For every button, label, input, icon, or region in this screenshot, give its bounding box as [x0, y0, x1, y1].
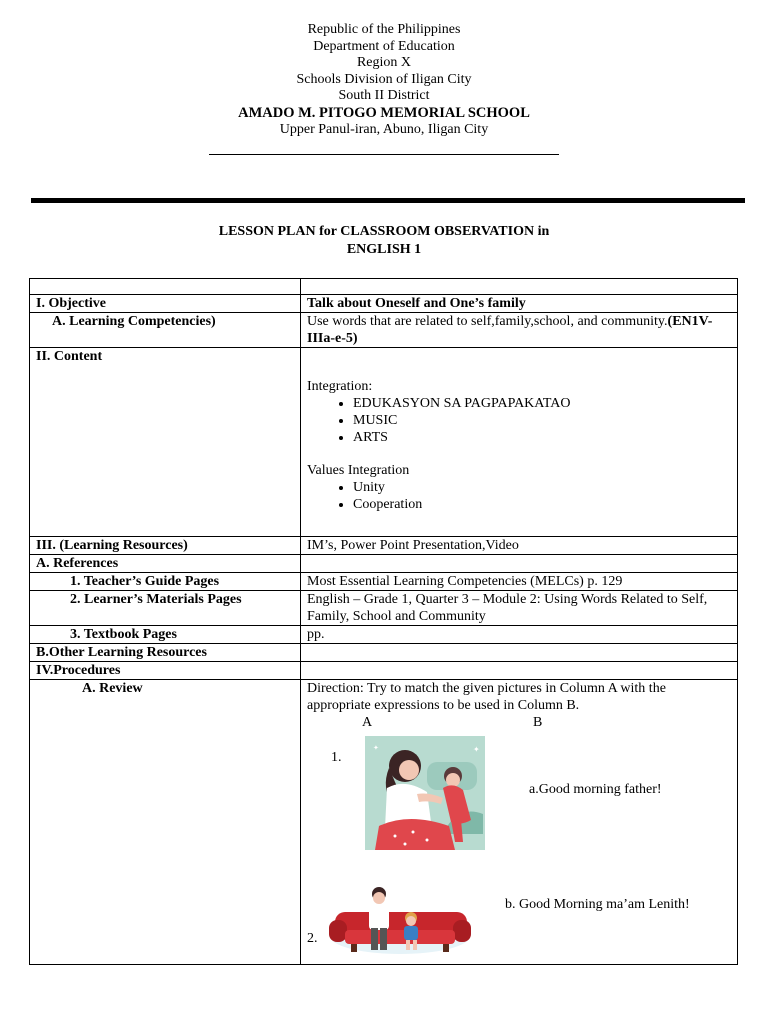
learners-materials-value: English – Grade 1, Quarter 3 – Module 2: Using Words Related to Self, Family, School and Community — [301, 591, 738, 626]
column-b-label: B — [533, 715, 543, 730]
integration-label: Integration: — [307, 379, 373, 394]
table-row — [30, 626, 738, 644]
content-label: II. Content — [30, 348, 301, 537]
lesson-plan-title — [0, 223, 768, 259]
header-district: South II District — [338, 88, 430, 104]
title-line-1: LESSON PLAN for CLASSROOM OBSERVATION in — [218, 224, 550, 239]
item-1-number: 1. — [331, 750, 342, 765]
values-list — [307, 479, 731, 513]
objective-label: I. Objective — [30, 295, 301, 313]
review-cell — [301, 680, 738, 965]
table-row — [30, 537, 738, 555]
procedures-label: IV.Procedures — [30, 662, 301, 680]
item-2-number: 2. — [307, 931, 318, 946]
table-row — [30, 313, 738, 348]
textbook-label: 3. Textbook Pages — [30, 626, 301, 644]
header-school: AMADO M. PITOGO MEMORIAL SCHOOL — [238, 104, 530, 121]
list-item: • Cooperation — [353, 496, 731, 513]
table-row — [30, 644, 738, 662]
signature-line — [209, 154, 559, 155]
table-row — [30, 295, 738, 313]
resources-label: III. (Learning Resources) — [30, 537, 301, 555]
list-item: • MUSIC — [353, 412, 731, 429]
header-department: Department of Education — [313, 38, 455, 54]
objective-value: Talk about Oneself and One’s family — [301, 295, 738, 313]
other-resources-label: B.Other Learning Resources — [30, 644, 301, 662]
mother-child-illustration — [365, 736, 485, 850]
svg-text:✦: ✦ — [473, 745, 480, 754]
table-row — [30, 680, 738, 965]
header-region: Region X — [356, 55, 412, 71]
competencies-value: Use words that are related to self,family,school, and community. — [307, 314, 668, 329]
list-item: • ARTS — [353, 429, 731, 446]
header-divider — [31, 198, 745, 203]
content-cell — [301, 348, 738, 537]
table-row — [30, 573, 738, 591]
father-child-sofa-illustration — [327, 886, 473, 956]
column-a-label: A — [362, 715, 373, 730]
competencies-code: (EN1V-IIIa-e-5) — [307, 314, 713, 346]
document-header — [0, 22, 768, 138]
item-1-answer: a.Good morning father! — [529, 782, 662, 797]
values-label: Values Integration — [307, 463, 410, 478]
svg-text:✦: ✦ — [373, 744, 379, 752]
table-row — [30, 591, 738, 626]
table-row — [30, 348, 738, 537]
table-row — [30, 279, 738, 295]
lesson-plan-table — [29, 278, 738, 965]
list-item: • EDUKASYON SA PAGPAPAKATAO — [353, 395, 731, 412]
list-item: • Unity — [353, 479, 731, 496]
review-label: A. Review — [30, 680, 301, 965]
title-line-2: ENGLISH 1 — [346, 242, 422, 257]
header-address: Upper Panul-iran, Abuno, Iligan City — [279, 121, 489, 137]
competencies-label: A. Learning Competencies) — [30, 313, 301, 348]
learners-materials-label: 2. Learner’s Materials Pages — [30, 591, 301, 626]
table-row — [30, 662, 738, 680]
item-2-answer: b. Good Morning ma’am Lenith! — [505, 897, 690, 912]
header-republic: Republic of the Philippines — [307, 22, 461, 37]
textbook-value: pp. — [301, 626, 738, 644]
table-row — [30, 555, 738, 573]
header-division: Schools Division of Iligan City — [296, 71, 472, 87]
review-direction: Direction: Try to match the given pictures in Column A with the appropriate expressions to be used in Column B. — [307, 681, 666, 713]
integration-list — [307, 395, 731, 446]
references-label: A. References — [30, 555, 301, 573]
teachers-guide-value: Most Essential Learning Competencies (MELCs) p. 129 — [301, 573, 738, 591]
teachers-guide-label: 1. Teacher’s Guide Pages — [30, 573, 301, 591]
competencies-cell — [301, 313, 738, 348]
resources-value: IM’s, Power Point Presentation,Video — [301, 537, 738, 555]
